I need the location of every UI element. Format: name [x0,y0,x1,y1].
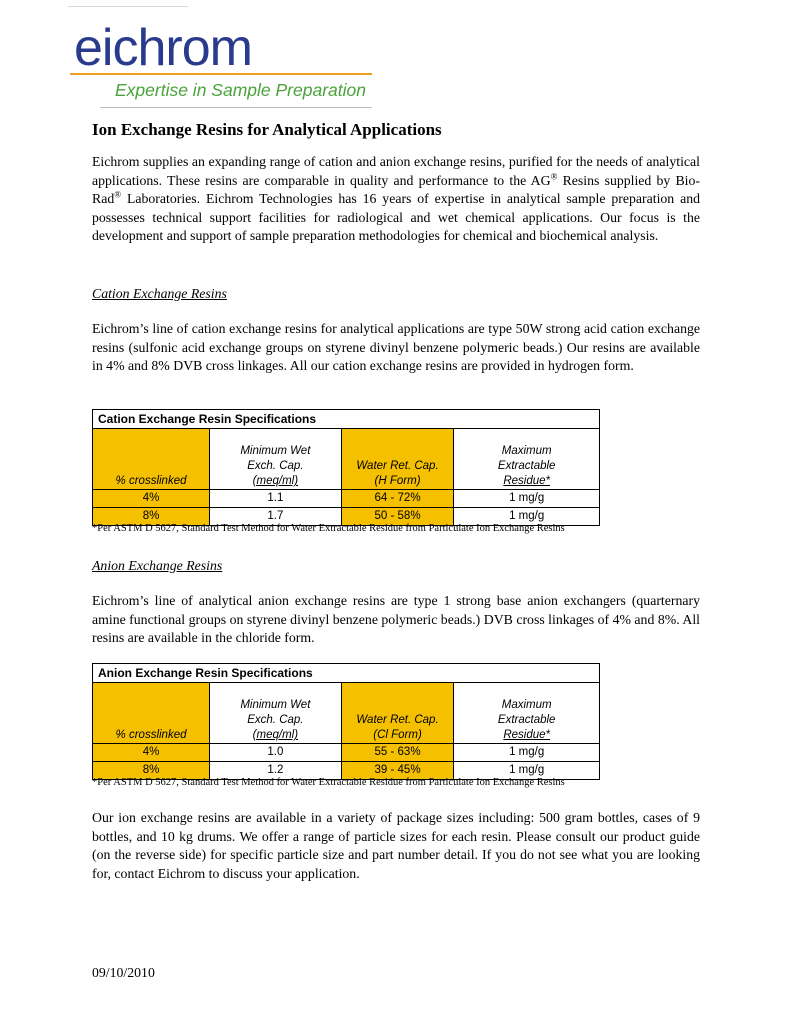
cell-capacity: 1.1 [210,490,342,508]
closing-paragraph: Our ion exchange resins are available in a variety of package sizes including: 500 gram bottles, cases of 9 bottles, and 10 kg drums. We offer a range of particle sizes for each resin. Please consult our product guide (on the reverse side) for specific particle size and part number detail. If you do not see what you are looking for, contact Eichrom to discuss your application. [92,810,700,881]
cell-water: 55 - 63% [341,744,454,762]
cation-heading: Cation Exchange Resins [92,286,227,301]
col-water-header: Water Ret. Cap. (H Form) [341,429,454,490]
tagline: Expertise in Sample Preparation [115,80,366,100]
cell-residue: 1 mg/g [454,490,599,508]
cell-water: 64 - 72% [341,490,454,508]
col-residue-header: Maximum Extractable Residue* [454,429,599,490]
cation-spec-table [92,409,600,526]
cell-water: 39 - 45% [341,762,454,780]
col-residue-header: Maximum Extractable Residue* [454,683,599,744]
anion-table-title: Anion Exchange Resin Specifications [93,664,599,683]
cell-crosslinked: 8% [93,508,210,526]
table-row [93,490,599,508]
col-capacity-header: Minimum Wet Exch. Cap. (meq/ml) [210,429,342,490]
top-rule [68,6,188,7]
anion-footnote: *Per ASTM D 5627, Standard Test Method for Water Extractable Residue from Particulate Ion Exchange Resins [92,777,565,788]
col-capacity-header: Minimum Wet Exch. Cap. (meq/ml) [210,683,342,744]
cell-residue: 1 mg/g [454,508,599,526]
cell-water: 50 - 58% [341,508,454,526]
cell-residue: 1 mg/g [454,744,599,762]
document-date: 09/10/2010 [92,965,155,980]
anion-spec-table [92,663,600,780]
cell-capacity: 1.2 [210,762,342,780]
tagline-underline [100,107,372,108]
cation-footnote: *Per ASTM D 5627, Standard Test Method for Water Extractable Residue from Particulate Ion Exchange Resins [92,523,565,534]
cell-crosslinked: 4% [93,490,210,508]
cell-capacity: 1.0 [210,744,342,762]
cell-crosslinked: 4% [93,744,210,762]
cell-residue: 1 mg/g [454,762,599,780]
eichrom-logo: eichrom [74,19,252,77]
table-row [93,744,599,762]
cation-table-title: Cation Exchange Resin Specifications [93,410,599,429]
anion-paragraph: Eichrom’s line of analytical anion exchange resins are type 1 strong base anion exchangers (quarternary amine functional groups on styrene divinyl benzene polymeric beads.) DVB cross linkages of 4% and 8%. All resins are available in the chloride form. [92,593,700,646]
logo-underline [70,73,372,75]
page-title: Ion Exchange Resins for Analytical Applications [92,120,442,139]
intro-paragraph: Eichrom supplies an expanding range of cation and anion exchange resins, purified for the needs of analytical applications. These resins are comparable in quality and performance to the AG® Resins supplied by Bio-Rad® Laboratories. Eichrom Technologies has 16 years of expertise in analytical sample preparation and possesses technical support facilities for radiological and wet chemical applications. Our focus is the development and support of sample preparation methodologies for chemical and biochemical analysis. [92,154,701,244]
cell-crosslinked: 8% [93,762,210,780]
cell-capacity: 1.7 [210,508,342,526]
col-crosslinked-header: % crosslinked [93,429,210,490]
cation-paragraph: Eichrom’s line of cation exchange resins for analytical applications are type 50W strong acid cation exchange resins (sulfonic acid exchange groups on styrene divinyl benzene polymeric beads.) Our resins are available in 4% and 8% DVB cross linkages. All our cation exchange resins are provided in hydrogen form. [92,321,700,374]
col-crosslinked-header: % crosslinked [93,683,210,744]
anion-heading: Anion Exchange Resins [92,558,223,573]
col-water-header: Water Ret. Cap. (Cl Form) [341,683,454,744]
